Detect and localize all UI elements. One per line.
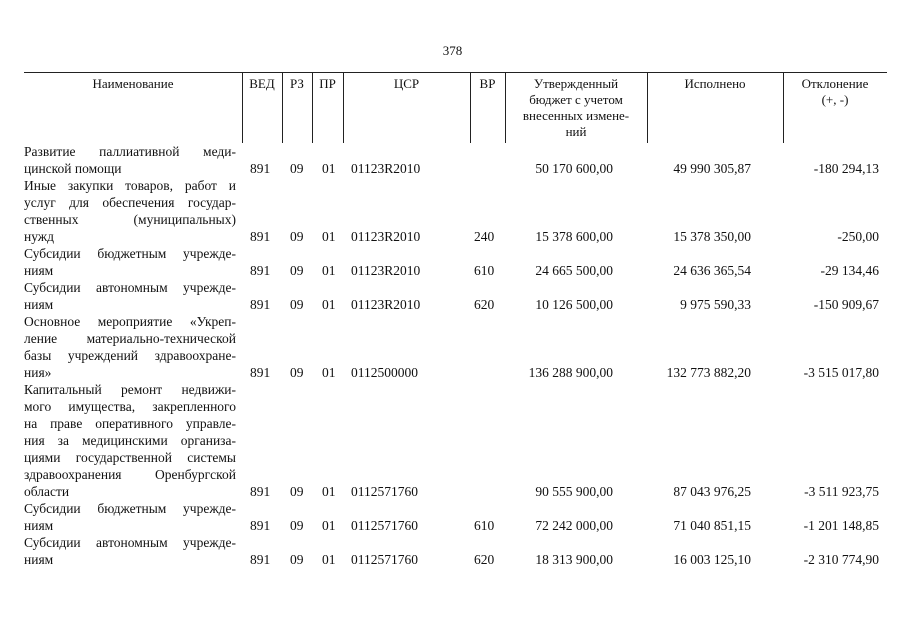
row-vr: 610 (474, 263, 495, 278)
table-row (24, 177, 887, 245)
header-name: Наименование (92, 76, 174, 91)
row-deviation: -29 134,46 (820, 263, 879, 278)
row-name (24, 245, 236, 279)
row-name-line: ния» (24, 365, 52, 380)
row-name-line: Иные закупки товаров, работ и (24, 178, 236, 193)
header-budget (505, 73, 647, 143)
header-budget-line: бюджет с учетом (529, 92, 623, 107)
row-csr: 0112571760 (351, 484, 418, 499)
row-name (24, 177, 236, 245)
row-ved: 891 (250, 229, 271, 244)
header-budget-line: Утвержденный (533, 76, 619, 91)
header-pr: ПР (319, 76, 336, 91)
row-name-line: ление материально-технической (24, 331, 236, 346)
row-ved: 891 (250, 161, 271, 176)
row-vr: 620 (474, 552, 495, 567)
row-name-line: циями государственной системы (24, 450, 236, 465)
row-pr: 01 (322, 518, 336, 533)
row-csr: 0112500000 (351, 365, 418, 380)
row-csr: 01123R2010 (351, 297, 421, 312)
row-name-line: Субсидии автономным учрежде- (24, 535, 236, 550)
row-name-line: Основное мероприятие «Укреп- (24, 314, 236, 329)
row-name-line: услуг для обеспечения государ- (24, 195, 236, 210)
row-deviation: -250,00 (837, 229, 879, 244)
row-done: 71 040 851,15 (673, 518, 751, 533)
row-name-line: Субсидии автономным учрежде- (24, 280, 236, 295)
row-name-line: цинской помощи (24, 161, 122, 176)
row-name-line: области (24, 484, 70, 499)
row-deviation: -180 294,13 (813, 161, 879, 176)
row-name-line: ственных (муниципальных) (24, 212, 236, 227)
table-row (24, 500, 887, 534)
row-csr: 0112571760 (351, 518, 418, 533)
row-name-line: здравоохранения Оренбургской (24, 467, 236, 482)
row-done: 15 378 350,00 (673, 229, 751, 244)
row-name (24, 313, 236, 381)
row-budget: 15 378 600,00 (535, 229, 613, 244)
row-rz: 09 (290, 484, 304, 499)
table-header (24, 72, 887, 143)
row-pr: 01 (322, 365, 336, 380)
row-pr: 01 (322, 552, 336, 567)
row-name-line: Субсидии бюджетным учрежде- (24, 501, 236, 516)
row-name-line: ниям (24, 263, 54, 278)
row-name-line: Развитие паллиативной меди- (24, 144, 236, 159)
page-number: 378 (442, 43, 463, 58)
row-vr: 610 (474, 518, 495, 533)
row-name-line: на праве оперативного управле- (24, 416, 236, 431)
row-csr: 0112571760 (351, 552, 418, 567)
table-row (24, 279, 887, 313)
header-rz: РЗ (290, 76, 304, 91)
row-ved: 891 (250, 263, 271, 278)
row-ved: 891 (250, 297, 271, 312)
row-done: 132 773 882,20 (666, 365, 751, 380)
row-name-line: ния за медицинскими организа- (24, 433, 236, 448)
table-row (24, 245, 887, 279)
row-csr: 01123R2010 (351, 161, 421, 176)
header-budget-line: ний (565, 124, 587, 139)
row-budget: 50 170 600,00 (535, 161, 613, 176)
row-deviation: -3 515 017,80 (803, 365, 879, 380)
row-deviation: -3 511 923,75 (804, 484, 879, 499)
row-vr: 620 (474, 297, 495, 312)
row-name-line: Субсидии бюджетным учрежде- (24, 246, 236, 261)
row-rz: 09 (290, 297, 304, 312)
row-name (24, 381, 236, 500)
table-row (24, 534, 887, 568)
row-vr: 240 (474, 229, 495, 244)
row-csr: 01123R2010 (351, 263, 421, 278)
row-ved: 891 (250, 518, 271, 533)
row-name-line: ниям (24, 297, 54, 312)
table-row (24, 143, 887, 177)
row-name-line: нужд (24, 229, 54, 244)
header-deviation-line: (+, -) (821, 92, 849, 107)
row-ved: 891 (250, 365, 271, 380)
row-deviation: -1 201 148,85 (803, 518, 879, 533)
row-budget: 10 126 500,00 (535, 297, 613, 312)
row-deviation: -2 310 774,90 (803, 552, 879, 567)
row-done: 9 975 590,33 (680, 297, 751, 312)
row-name-line: ниям (24, 552, 54, 567)
row-budget: 90 555 900,00 (535, 484, 613, 499)
row-pr: 01 (322, 161, 336, 176)
row-name-line: ниям (24, 518, 54, 533)
row-budget: 136 288 900,00 (528, 365, 613, 380)
row-pr: 01 (322, 297, 336, 312)
row-budget: 24 665 500,00 (535, 263, 613, 278)
table-body (24, 143, 887, 568)
row-rz: 09 (290, 263, 304, 278)
row-rz: 09 (290, 365, 304, 380)
row-name (24, 500, 236, 534)
row-ved: 891 (250, 484, 271, 499)
table-row (24, 381, 887, 500)
row-done: 49 990 305,87 (673, 161, 751, 176)
header-budget-line: внесенных измене- (522, 108, 630, 123)
row-budget: 18 313 900,00 (535, 552, 613, 567)
row-deviation: -150 909,67 (813, 297, 879, 312)
header-vr: ВР (479, 76, 496, 91)
row-name-line: Капитальный ремонт недвижи- (24, 382, 236, 397)
row-pr: 01 (322, 484, 336, 499)
row-name-line: мого имущества, закрепленного (24, 399, 236, 414)
row-pr: 01 (322, 263, 336, 278)
row-rz: 09 (290, 161, 304, 176)
row-done: 87 043 976,25 (673, 484, 751, 499)
row-name (24, 143, 236, 177)
row-name (24, 279, 236, 313)
header-deviation-line: Отклонение (801, 76, 869, 91)
row-rz: 09 (290, 229, 304, 244)
header-done: Исполнено (684, 76, 746, 91)
row-rz: 09 (290, 518, 304, 533)
row-done: 24 636 365,54 (673, 263, 751, 278)
header-ved: ВЕД (249, 76, 275, 91)
table-row (24, 313, 887, 381)
row-name (24, 534, 236, 568)
row-done: 16 003 125,10 (673, 552, 751, 567)
header-deviation (783, 73, 887, 143)
row-name-line: базы учреждений здравоохране- (24, 348, 236, 363)
row-ved: 891 (250, 552, 271, 567)
row-pr: 01 (322, 229, 336, 244)
header-csr: ЦСР (393, 76, 420, 91)
row-csr: 01123R2010 (351, 229, 421, 244)
row-budget: 72 242 000,00 (535, 518, 613, 533)
row-rz: 09 (290, 552, 304, 567)
